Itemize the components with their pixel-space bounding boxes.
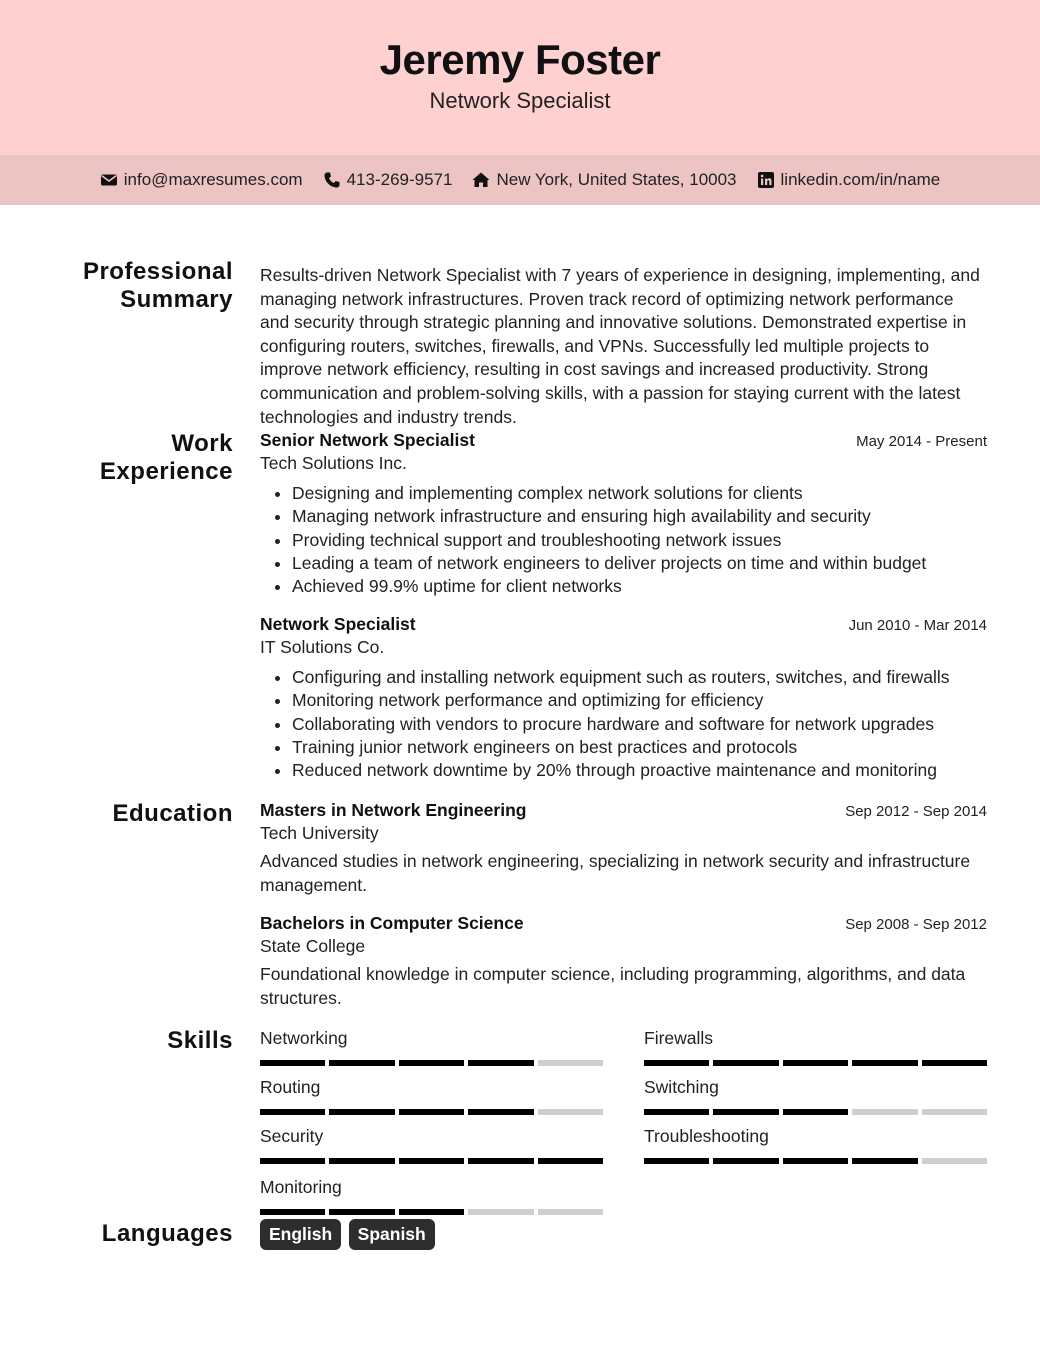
education-description: Advanced studies in network engineering, specializing in network security and infrastructure management.	[260, 851, 971, 895]
language-badge: English	[260, 1219, 341, 1250]
list-item: • Achieved 99.9% uptime for client networks	[292, 575, 987, 598]
home-icon	[472, 171, 490, 189]
job-title: Network Specialist	[260, 614, 416, 634]
section-title-skills: Skills	[167, 1027, 233, 1054]
skill-level-filled	[783, 1109, 848, 1115]
skill-level-filled	[399, 1109, 464, 1115]
education-entry	[260, 800, 987, 897]
contact-email-text: info@maxresumes.com	[123, 170, 303, 189]
skill-level-filled	[399, 1209, 464, 1215]
skill-level-filled	[852, 1158, 917, 1164]
resume-header	[0, 0, 1040, 155]
school-name: Tech University	[260, 823, 379, 843]
section-title-languages: Languages	[101, 1220, 233, 1247]
candidate-title: Network Specialist	[429, 88, 611, 113]
skill-level-empty	[852, 1109, 917, 1115]
skill-level-empty	[922, 1158, 987, 1164]
job-title: Senior Network Specialist	[260, 430, 475, 450]
education-entry	[260, 913, 987, 1010]
skill-level-filled	[260, 1060, 325, 1066]
summary-text: Results-driven Network Specialist with 7 years of experience in designing, implementing, and managing network infrastructures. Proven track record of optimizing network performance and security through strategic planning and innovative solutions. Demonstrated expertise in configuring routers, switches, firewalls, and VPNs. Successfully led multiple projects to improve network efficiency, resulting in cost savings and increased productivity. Strong communication and problem-solving skills, with a passion for staying current with the latest technologies and industry trends.	[260, 265, 980, 427]
work-entry	[260, 614, 987, 782]
skill-level-empty	[922, 1109, 987, 1115]
skill-level-filled	[399, 1158, 464, 1164]
list-item: • Providing technical support and troubleshooting network issues	[292, 529, 987, 552]
job-company: IT Solutions Co.	[260, 637, 385, 657]
degree-title: Masters in Network Engineering	[260, 800, 527, 820]
education-date: Sep 2012 - Sep 2014	[845, 803, 987, 820]
skill-level-bar	[260, 1158, 603, 1164]
skill-level-filled	[713, 1060, 778, 1066]
section-title-summary: Professional Summary	[82, 258, 233, 313]
skill-level-bar	[260, 1109, 603, 1115]
skill-level-filled	[783, 1060, 848, 1066]
job-bullets	[260, 666, 987, 782]
list-item: • Managing network infrastructure and ensuring high availability and security	[292, 505, 987, 528]
skill-level-filled	[644, 1060, 709, 1066]
section-title-education: Education	[112, 800, 233, 827]
contact-address	[472, 170, 736, 190]
skill-level-filled	[713, 1158, 778, 1164]
skill-level-bar	[260, 1209, 603, 1215]
list-item: • Reduced network downtime by 20% through proactive maintenance and monitoring	[292, 759, 987, 782]
list-item: • Collaborating with vendors to procure hardware and software for network upgrades	[292, 713, 987, 736]
skill-item	[260, 1177, 603, 1215]
contact-linkedin-text: linkedin.com/in/name	[780, 170, 941, 189]
skill-level-filled	[468, 1158, 533, 1164]
skill-name: Security	[260, 1126, 324, 1146]
skill-name: Monitoring	[260, 1177, 342, 1197]
list-item: • Training junior network engineers on best practices and protocols	[292, 736, 987, 759]
skill-item	[260, 1028, 603, 1066]
skill-level-filled	[538, 1158, 603, 1164]
skill-item	[260, 1126, 603, 1164]
contact-bar	[0, 155, 1040, 205]
skill-level-filled	[852, 1060, 917, 1066]
job-date: May 2014 - Present	[856, 433, 987, 450]
language-badge: Spanish	[349, 1219, 435, 1250]
skill-level-empty	[538, 1109, 603, 1115]
skill-name: Networking	[260, 1028, 348, 1048]
contact-linkedin[interactable]	[757, 170, 941, 190]
list-item: • Leading a team of network engineers to deliver projects on time and within budget	[292, 552, 987, 575]
skill-level-filled	[713, 1109, 778, 1115]
skill-item	[260, 1077, 603, 1115]
phone-icon	[323, 171, 341, 189]
skill-level-bar	[644, 1109, 987, 1115]
skill-level-empty	[468, 1209, 533, 1215]
job-bullets	[260, 482, 987, 598]
contact-email[interactable]	[100, 170, 303, 190]
degree-title: Bachelors in Computer Science	[260, 913, 524, 933]
skill-level-filled	[260, 1158, 325, 1164]
skill-level-bar	[644, 1158, 987, 1164]
contact-phone-text: 413-269-9571	[346, 170, 453, 189]
skill-name: Routing	[260, 1077, 321, 1097]
skill-level-bar	[260, 1060, 603, 1066]
education-description: Foundational knowledge in computer science, including programming, algorithms, and data structures.	[260, 964, 966, 1008]
skill-level-empty	[538, 1209, 603, 1215]
envelope-icon	[100, 171, 118, 189]
skill-level-filled	[260, 1209, 325, 1215]
skill-level-filled	[329, 1109, 394, 1115]
skill-level-filled	[329, 1209, 394, 1215]
skill-level-filled	[783, 1158, 848, 1164]
job-company: Tech Solutions Inc.	[260, 453, 407, 473]
school-name: State College	[260, 936, 366, 956]
list-item: • Configuring and installing network equipment such as routers, switches, and firewalls	[292, 666, 987, 689]
skill-level-empty	[538, 1060, 603, 1066]
job-date: Jun 2010 - Mar 2014	[848, 617, 987, 634]
skill-level-filled	[329, 1158, 394, 1164]
skill-name: Firewalls	[644, 1028, 714, 1048]
skill-level-bar	[644, 1060, 987, 1066]
skill-item	[644, 1028, 987, 1066]
skill-level-filled	[468, 1109, 533, 1115]
skill-name: Switching	[644, 1077, 719, 1097]
work-entry	[260, 430, 987, 598]
skill-level-filled	[399, 1060, 464, 1066]
skill-level-filled	[329, 1060, 394, 1066]
candidate-name: Jeremy Foster	[379, 36, 661, 83]
linkedin-icon	[757, 171, 775, 189]
section-title-work: Work Experience	[99, 430, 233, 485]
skill-item	[644, 1077, 987, 1115]
languages-list	[260, 1219, 987, 1250]
skill-level-filled	[260, 1109, 325, 1115]
skill-item	[644, 1126, 987, 1164]
list-item: • Designing and implementing complex network solutions for clients	[292, 482, 987, 505]
contact-address-text: New York, United States, 10003	[496, 170, 737, 189]
skill-name: Troubleshooting	[644, 1126, 769, 1146]
skill-level-filled	[468, 1060, 533, 1066]
skill-level-filled	[644, 1158, 709, 1164]
contact-phone[interactable]	[323, 170, 453, 190]
list-item: • Monitoring network performance and optimizing for efficiency	[292, 689, 987, 712]
skill-level-filled	[644, 1109, 709, 1115]
skill-level-filled	[922, 1060, 987, 1066]
education-date: Sep 2008 - Sep 2012	[845, 916, 987, 933]
